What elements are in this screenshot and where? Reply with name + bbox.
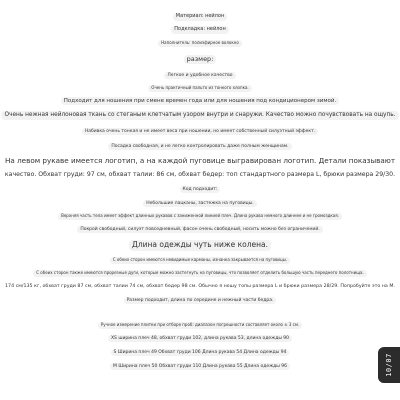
text-line: Подходит для ношения при смене времен года или для ношения под кондиционером зимой. (0, 97, 400, 105)
text-line: Размер подходит, длина по середине и нежный части бедра. (0, 297, 400, 304)
size-row: XS ширина плеч 48, обхват груди 102, длина рукава 53, длина одежды 90 (0, 335, 400, 342)
text-line: Подкладка: нейлон (0, 26, 400, 34)
text-line: Посадка свободная, и не легко контролировать даже полным женщинам. (0, 143, 400, 150)
text-line: С обеих сторон имеются невидимые карманы, изнанка закрывается на пуговицы. (0, 257, 400, 264)
text-line: Набивка очень тонкая и не имеет веса при ношении, но имеет собственный силуэтный эффект. (0, 128, 400, 135)
text-line: качество. Обхват груди: 97 см, обхват талии: 86 см, обхват бедер: топ стандартного размера L, брюки размера 29/30. (4, 171, 396, 178)
size-row: M Ширина плеч 50 Обхват груди 110 Длина рукава 55 Длина одежды 96 (0, 363, 400, 370)
text-line: Ручное измерение плитки при отборе проб: диапазон погрешности составляет около ± 3 см. (0, 322, 400, 329)
size-row: S Ширина плеч 49 Обхват груди 106 Длина рукава 54 Длина одежды 94 (0, 349, 400, 356)
side-page-counter[interactable] (378, 347, 400, 383)
text-line: Небольшие лацканы, застежка на пуговицы. (0, 200, 400, 207)
text-line: На левом рукаве имеется логотип, а на каждой пуговице выгравирован логотип. Детали показывают (4, 156, 396, 165)
text-line: Материал: нейлон (0, 13, 400, 21)
text-line: Очень практичный пальто из тонкого хлопка. (0, 85, 400, 92)
text-line: Покрой свободный, силуэт повседневный, фасон очень свободный, носить можно без ограничений. (0, 226, 400, 233)
text-line: Очень нежная нейлоновая ткань со стеганым клетчатым узором внутри и снаружи. Качество можно почувствовать на ощупь. (0, 111, 400, 120)
text-line: Легкое и удобное качество (0, 72, 400, 79)
text-line: Длина одежды чуть ниже колена. (0, 240, 400, 251)
text-line: Код подходит: (0, 186, 400, 193)
text-line: Верхняя часть тела имеет эффект длинных рукавов с заниженной линией плеч. Длина рукава немного длиннее и не громоздкая. (0, 213, 400, 220)
page-counter-label: 10/07 (385, 353, 394, 377)
text-line: размер: (0, 55, 400, 64)
text-line: 174 см/135 кг, обхват груди 87 см, обхват талии 74 см, обхват бедер 98 см. Обычно я ношу топы размера L и брюки размера 28/29. Попробуйте это на M. (5, 284, 395, 289)
text-line: Наполнитель: полиэфирное волокно (0, 40, 400, 47)
text-line: С обеих сторон также имеются прорезные дуги, которые можно застегнуть на пуговицы, что позволяет отделить большую часть переднего полотнища. (0, 270, 400, 277)
